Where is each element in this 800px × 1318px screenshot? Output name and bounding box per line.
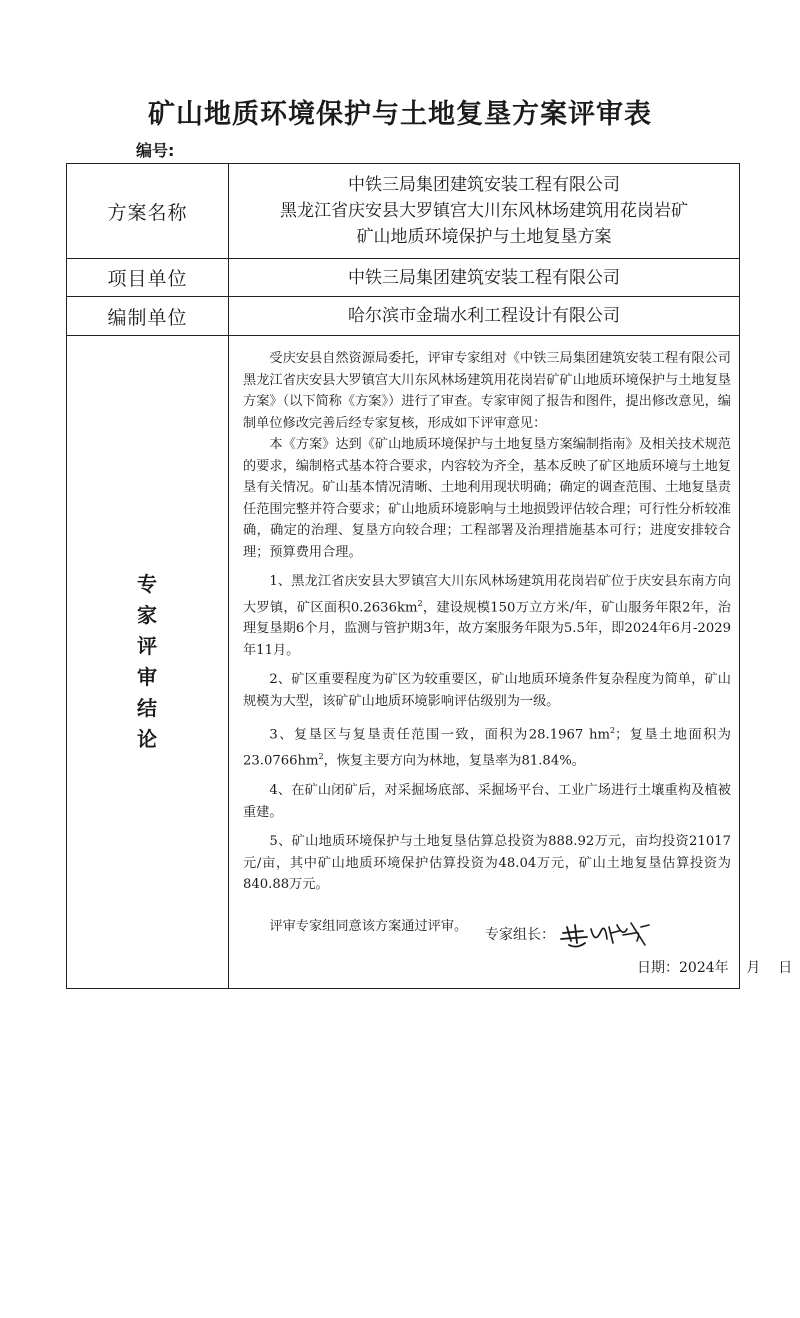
- document-title: 矿山地质环境保护与土地复垦方案评审表: [148, 99, 652, 130]
- conclusion-summary: 本《方案》达到《矿山地质环境保护与土地复垦方案编制指南》及相关技术规范的要求，编制格式基本符合要求，内容较为齐全，基本反映了矿区地质环境与土地复垦有关情况。矿山基本情况清晰、土地利用现状明确；确定的调查范围、土地复垦责任范围完整并符合要求；矿山地质环境影响与土地损毁评估较合理；可行性分析较准确，确定的治理、复垦方向较合理；工程部署及治理措施基本可行；进度安排较合理；预算费用合理。: [243, 437, 731, 560]
- scheme-name-line: 中铁三局集团建筑安装工程有限公司: [348, 175, 620, 195]
- expert-leader-signature-line: [485, 919, 653, 953]
- item3-superscript-2: 2: [318, 752, 324, 762]
- conclusion-item-2: 2、矿区重要程度为矿区为较重要区，矿山地质环境条件复杂程度为简单，矿山规模为大型，该矿矿山地质环境影响评估级别为一级。: [243, 672, 731, 709]
- item1-superscript: 2: [417, 598, 423, 608]
- expert-conclusion-vertical-label: [67, 569, 228, 755]
- expert-conclusion-row: [67, 336, 740, 989]
- label-char: 评: [137, 634, 158, 658]
- conclusion-item-5: 5、矿山地质环境保护与土地复垦估算总投资为888.92万元，亩均投资21017元/亩，其中矿山地质环境保护估算投资为48.04万元，矿山土地复垦估算投资为840.88万元。: [243, 834, 731, 893]
- expert-conclusion-label: [67, 336, 229, 989]
- label-char: 结: [137, 696, 158, 720]
- handwritten-signature: [557, 919, 653, 953]
- label-char: 审: [137, 665, 158, 689]
- conclusion-item-1: [243, 571, 731, 661]
- approval-statement: 评审专家组同意该方案通过评审。: [269, 918, 468, 934]
- item3-superscript-1: 2: [609, 726, 616, 736]
- label-char: 家: [137, 603, 158, 627]
- document-number-label: 编号:: [136, 141, 175, 160]
- conclusion-body: [229, 336, 793, 988]
- signature-date: 日期：2024年 月 日: [637, 960, 793, 976]
- compiling-unit-value: 哈尔滨市金瑞水利工程设计有限公司: [229, 297, 740, 336]
- label-char: 专: [137, 572, 158, 596]
- item1-text-b: ，建设规模150万立方米/年，矿山服务年限2年，治理复垦期6个月，监测与管护期3年，故方案服务年限为5.5年，即2024年6月-2029年11月。: [243, 599, 731, 658]
- item1-text-a: 1、黑龙江省庆安县大罗镇宫大川东风林场建筑用花岗岩矿位于庆安县东南方向大罗镇，矿区面积0.2636km: [243, 574, 731, 615]
- scheme-name-label: 方案名称: [67, 164, 229, 259]
- scheme-name-row: [67, 164, 740, 259]
- scheme-name-line: 矿山地质环境保护与土地复垦方案: [356, 227, 612, 247]
- item3-text-a: 3、复垦区与复垦责任范围一致，面积为28.1967 hm: [269, 727, 610, 743]
- expert-conclusion-content: [229, 336, 793, 989]
- compiling-unit-row: [67, 297, 740, 336]
- item3-text-b: ；复垦土地面积为23.0766hm: [243, 727, 731, 769]
- item3-text-c: ，恢复主要方向为林地，复垦率为81.84%。: [323, 753, 585, 769]
- project-unit-value: 中铁三局集团建筑安装工程有限公司: [229, 259, 740, 297]
- expert-leader-label: 专家组长：: [485, 927, 555, 944]
- project-unit-label: 项目单位: [67, 259, 229, 297]
- review-table: [66, 163, 793, 989]
- scheme-name-line: 黑龙江省庆安县大罗镇宫大川东风林场建筑用花岗岩矿: [280, 201, 688, 221]
- label-char: 论: [137, 727, 158, 751]
- conclusion-intro: 受庆安县自然资源局委托，评审专家组对《中铁三局集团建筑安装工程有限公司黑龙江省庆安县大罗镇宫大川东风林场建筑用花岗岩矿矿山地质环境保护与土地复垦方案》（以下简称《方案》）进行了审查。专家审阅了报告和图件，提出修改意见，编制单位修改完善后经专家复核，形成如下评审意见：: [243, 351, 731, 431]
- conclusion-item-4: 4、在矿山闭矿后，对采掘场底部、采掘场平台、工业广场进行土壤重构及植被重建。: [243, 783, 731, 820]
- compiling-unit-label: 编制单位: [67, 297, 229, 336]
- scheme-name-value: [229, 164, 740, 259]
- project-unit-row: [67, 259, 740, 297]
- conclusion-item-3: [243, 720, 731, 772]
